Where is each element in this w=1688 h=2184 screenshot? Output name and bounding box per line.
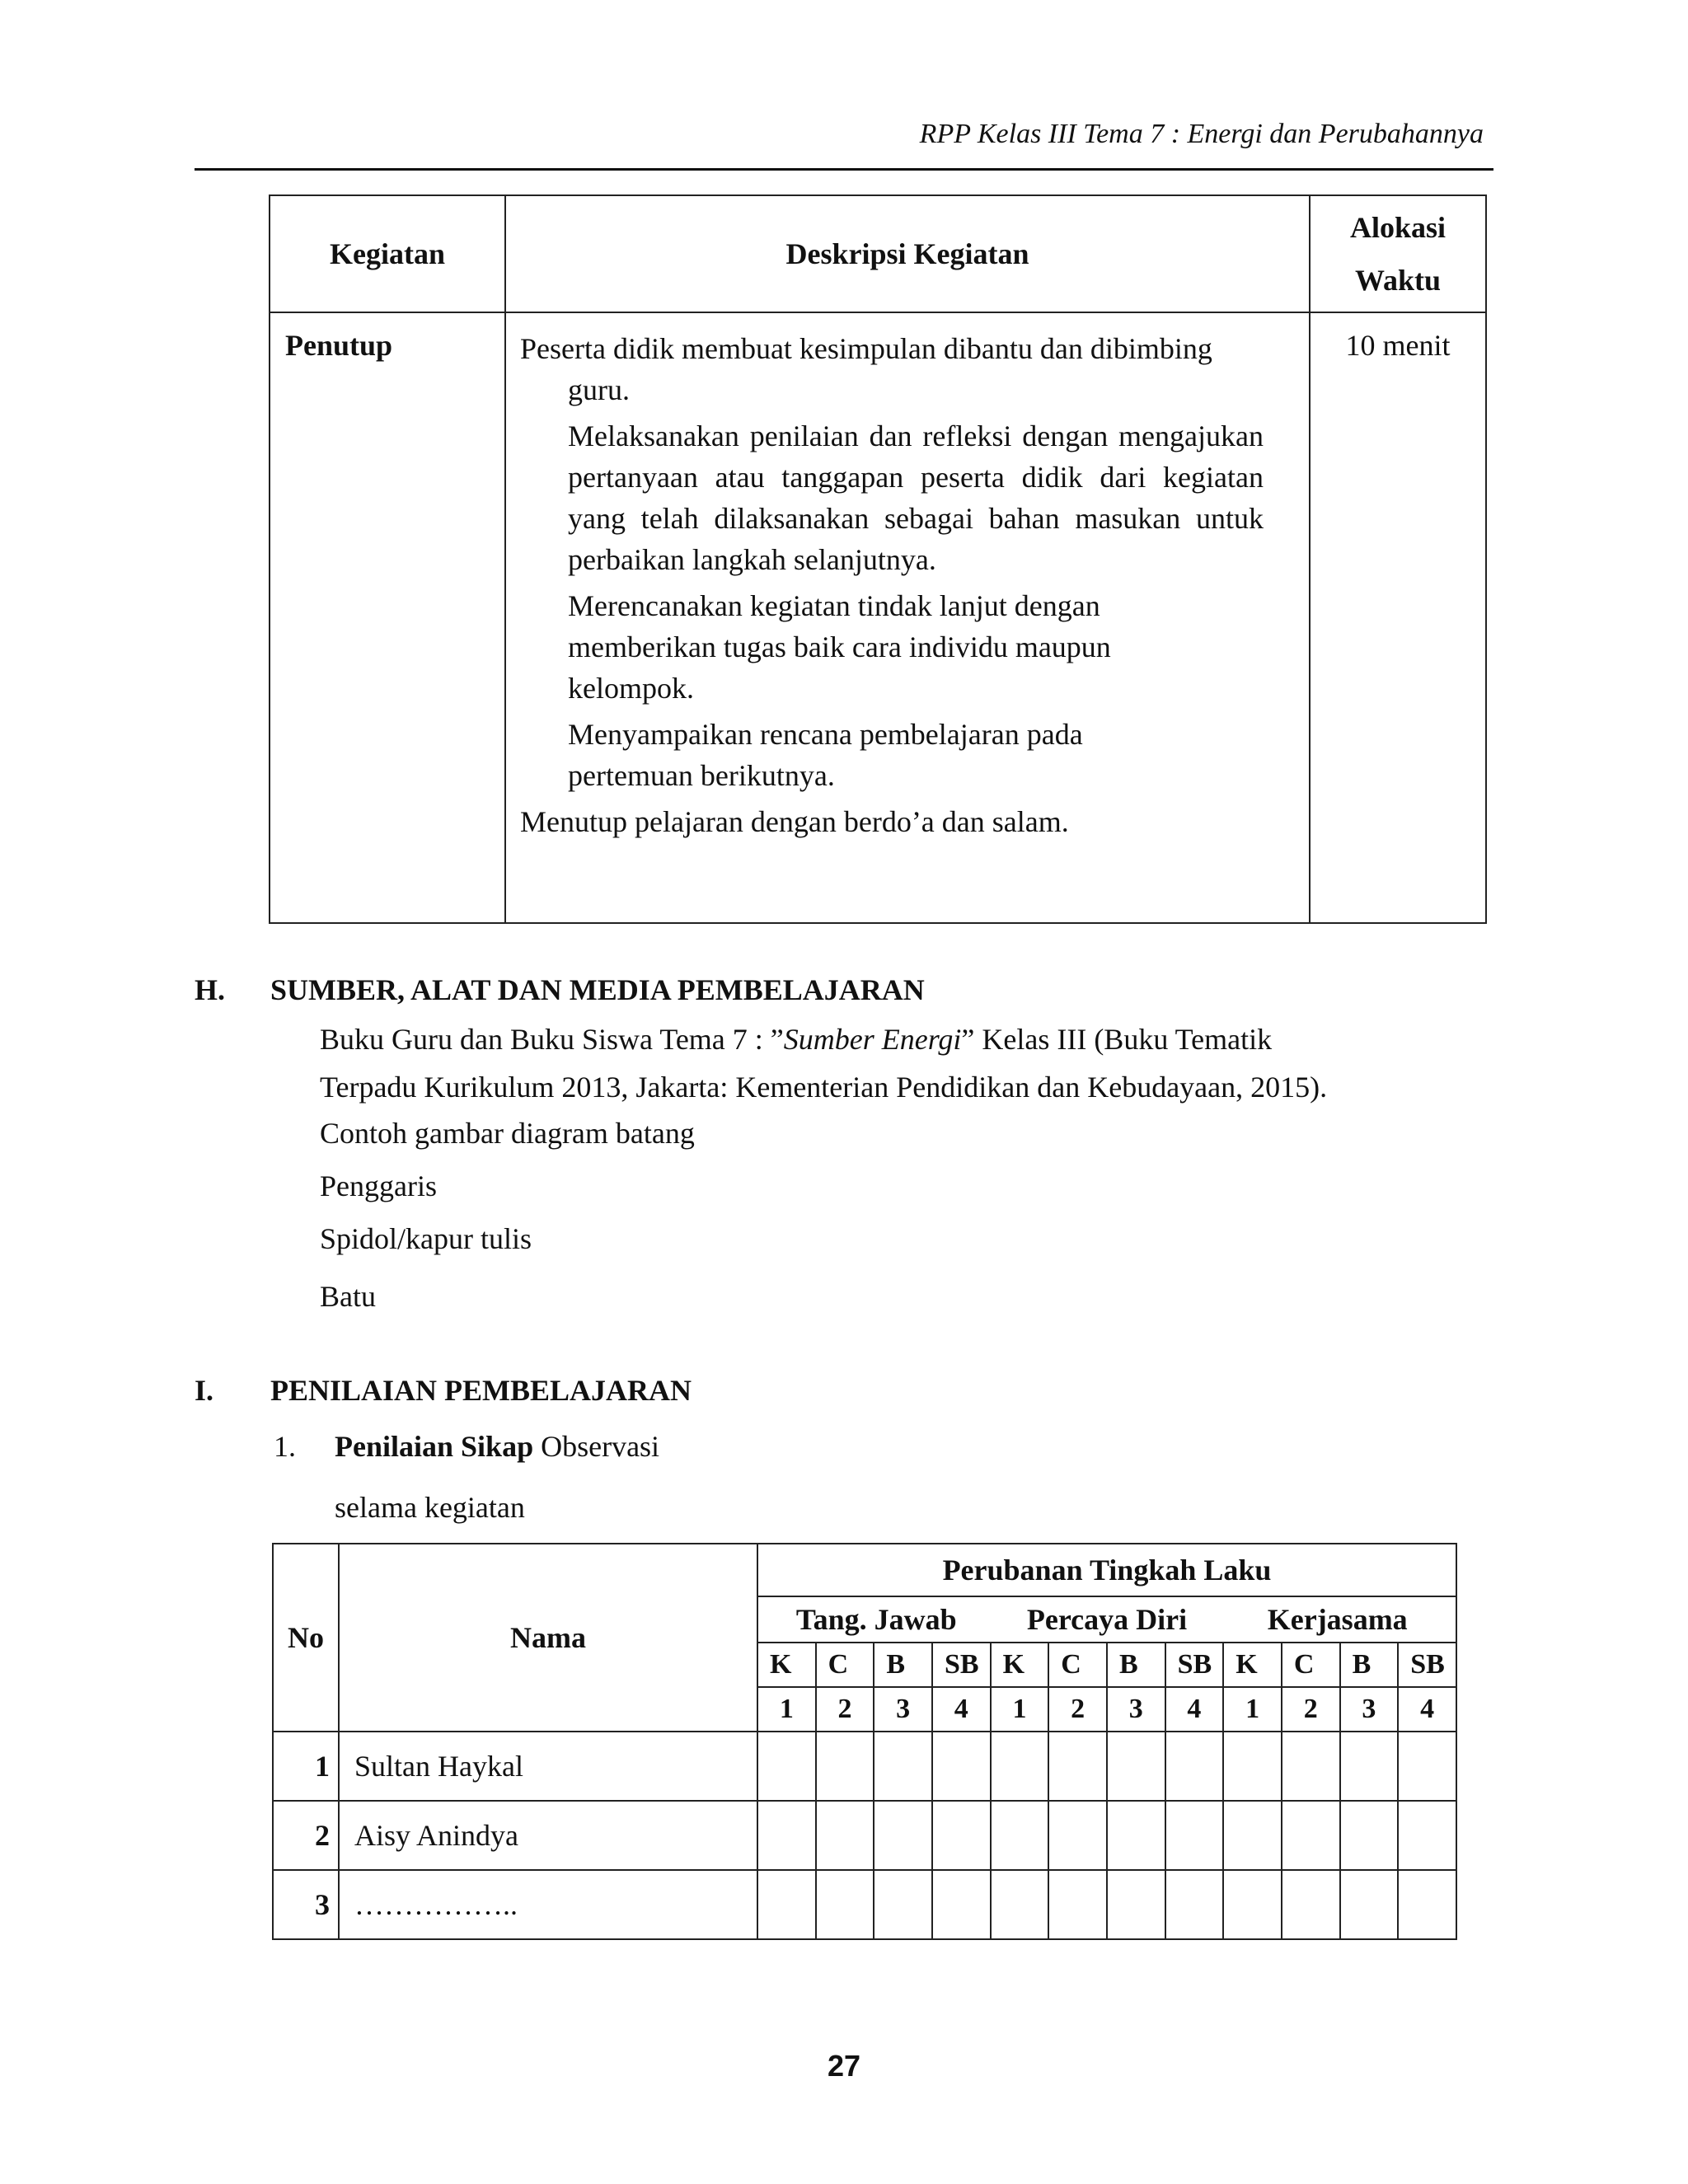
col-alokasi-header: [1310, 195, 1486, 312]
score-cell[interactable]: [932, 1732, 991, 1801]
section-h-heading: [195, 972, 925, 1007]
col-nama-header: Nama: [339, 1544, 757, 1732]
score-cell[interactable]: [1282, 1732, 1340, 1801]
score-label: 2: [816, 1687, 874, 1732]
grade-label: C: [1282, 1643, 1340, 1687]
table-row: [273, 1732, 1456, 1801]
score-cell[interactable]: [874, 1732, 932, 1801]
score-cell[interactable]: [816, 1870, 874, 1939]
score-cell[interactable]: [1107, 1801, 1165, 1870]
score-cell[interactable]: [757, 1801, 816, 1870]
subsection-number: 1.: [274, 1430, 296, 1463]
score-label: 2: [1282, 1687, 1340, 1732]
score-cell[interactable]: [1107, 1732, 1165, 1801]
desc-item: Menutup pelajaran dengan berdo’a dan salam.: [520, 805, 1069, 838]
col-alokasi-line1: Alokasi: [1349, 211, 1447, 244]
score-cell[interactable]: [816, 1801, 874, 1870]
student-name: Aisy Anindya: [339, 1801, 757, 1870]
score-label: 3: [874, 1687, 932, 1732]
score-cell[interactable]: [1048, 1870, 1107, 1939]
score-label: 2: [1048, 1687, 1107, 1732]
grade-label: SB: [1165, 1643, 1224, 1687]
source-book-line2: Terpadu Kurikulum 2013, Jakarta: Kementerian Pendidikan dan Kebudayaan, 2015).: [320, 1071, 1328, 1104]
score-cell[interactable]: [757, 1870, 816, 1939]
score-label: 1: [1223, 1687, 1282, 1732]
group-header: Perubanan Tingkah Laku: [757, 1544, 1456, 1596]
score-cell[interactable]: [1223, 1732, 1282, 1801]
section-h-title: SUMBER, ALAT DAN MEDIA PEMBELAJARAN: [270, 973, 925, 1006]
grade-label: K: [757, 1643, 816, 1687]
score-cell[interactable]: [1398, 1732, 1456, 1801]
score-cell[interactable]: [1107, 1870, 1165, 1939]
grade-label: B: [1107, 1643, 1165, 1687]
score-cell[interactable]: [1165, 1870, 1224, 1939]
desc-item: Peserta didik membuat kesimpulan dibantu dan dibimbing guru.: [520, 332, 1212, 406]
subsection-line2: selama kegiatan: [335, 1491, 525, 1524]
section-i-heading: [195, 1373, 692, 1408]
score-cell[interactable]: [874, 1870, 932, 1939]
score-cell[interactable]: [1048, 1732, 1107, 1801]
desc-item: Menyampaikan rencana pembelajaran pada pertemuan berikutnya.: [568, 718, 1083, 792]
score-label: 4: [1165, 1687, 1224, 1732]
attitude-assessment-table: [272, 1543, 1457, 1940]
subsection-1: [274, 1424, 659, 1469]
score-cell[interactable]: [1223, 1801, 1282, 1870]
score-cell[interactable]: [932, 1801, 991, 1870]
score-cell[interactable]: [1398, 1870, 1456, 1939]
score-cell[interactable]: [1398, 1801, 1456, 1870]
grade-label: SB: [1398, 1643, 1456, 1687]
source-book-post: ” Kelas III (Buku Tematik: [961, 1023, 1273, 1056]
waktu-cell: 10 menit: [1310, 312, 1486, 923]
section-i-title: PENILAIAN PEMBELAJARAN: [270, 1374, 692, 1407]
table-row: [273, 1801, 1456, 1870]
group-percaya-diri: Percaya Diri: [1026, 1603, 1188, 1636]
header-rule: [195, 168, 1493, 171]
score-label: 1: [991, 1687, 1049, 1732]
grade-label: B: [874, 1643, 932, 1687]
score-label: 3: [1340, 1687, 1399, 1732]
score-cell[interactable]: [1048, 1801, 1107, 1870]
table-row: [273, 1870, 1456, 1939]
student-name: ……………..: [339, 1870, 757, 1939]
section-h-letter: H.: [195, 973, 226, 1006]
score-label: 1: [757, 1687, 816, 1732]
group-kerjasama: Kerjasama: [1267, 1603, 1408, 1636]
col-alokasi-line2: Waktu: [1354, 264, 1442, 297]
col-kegiatan-header: Kegiatan: [270, 195, 505, 312]
row-number: 1: [273, 1732, 339, 1801]
score-label: 4: [1398, 1687, 1456, 1732]
running-header: RPP Kelas III Tema 7 : Energi dan Perubahannya: [919, 119, 1484, 149]
grade-label: C: [1048, 1643, 1107, 1687]
score-cell[interactable]: [816, 1732, 874, 1801]
grade-label: SB: [932, 1643, 991, 1687]
desc-item: Merencanakan kegiatan tindak lanjut dengan memberikan tugas baik cara individu maupun kelompok.: [568, 589, 1111, 705]
score-cell[interactable]: [991, 1801, 1049, 1870]
media-item: Batu: [320, 1280, 376, 1313]
media-item: Contoh gambar diagram batang: [320, 1117, 695, 1150]
score-cell[interactable]: [757, 1732, 816, 1801]
score-cell[interactable]: [874, 1801, 932, 1870]
activity-row-penutup: [270, 312, 1486, 923]
grade-label: B: [1340, 1643, 1399, 1687]
score-cell[interactable]: [1282, 1801, 1340, 1870]
source-book-title: Sumber Energi: [783, 1023, 962, 1056]
source-book-line1: [320, 1017, 1272, 1062]
deskripsi-cell: [505, 312, 1310, 923]
score-cell[interactable]: [1340, 1732, 1399, 1801]
score-cell[interactable]: [932, 1870, 991, 1939]
score-label: 4: [932, 1687, 991, 1732]
score-cell[interactable]: [1282, 1870, 1340, 1939]
assess-header-row-1: [273, 1544, 1456, 1596]
section-i-letter: I.: [195, 1374, 214, 1407]
desc-item: Melaksanakan penilaian dan refleksi dengan mengajukan pertanyaan atau tanggapan peserta didik dari kegiatan yang telah dilaksanakan sebagai bahan masukan untuk perbaikan langkah selanjutnya.: [568, 419, 1264, 576]
group-tang-jawab: Tang. Jawab: [795, 1603, 957, 1636]
score-cell[interactable]: [1165, 1801, 1224, 1870]
kegiatan-cell: Penutup: [270, 312, 505, 923]
score-cell[interactable]: [1165, 1732, 1224, 1801]
col-no-header: No: [273, 1544, 339, 1732]
score-cell[interactable]: [1340, 1870, 1399, 1939]
student-name: Sultan Haykal: [339, 1732, 757, 1801]
grade-label: K: [1223, 1643, 1282, 1687]
activity-table-header-row: [270, 195, 1486, 312]
col-deskripsi-header: Deskripsi Kegiatan: [505, 195, 1310, 312]
subsection-rest: Observasi: [533, 1430, 660, 1463]
score-label: 3: [1107, 1687, 1165, 1732]
grade-label: C: [816, 1643, 874, 1687]
score-cell[interactable]: [1223, 1870, 1282, 1939]
media-item: Penggaris: [320, 1169, 437, 1202]
subsection-bold: Penilaian Sikap: [335, 1430, 534, 1463]
group-names: [757, 1596, 1456, 1643]
page-number: 27: [827, 2049, 861, 2083]
media-item: Spidol/kapur tulis: [320, 1222, 532, 1255]
score-cell[interactable]: [991, 1870, 1049, 1939]
activity-table: [269, 194, 1487, 924]
score-cell[interactable]: [1340, 1801, 1399, 1870]
grade-label: K: [991, 1643, 1049, 1687]
source-book-pre: Buku Guru dan Buku Siswa Tema 7 : ”: [320, 1023, 784, 1056]
row-number: 3: [273, 1870, 339, 1939]
score-cell[interactable]: [991, 1732, 1049, 1801]
row-number: 2: [273, 1801, 339, 1870]
